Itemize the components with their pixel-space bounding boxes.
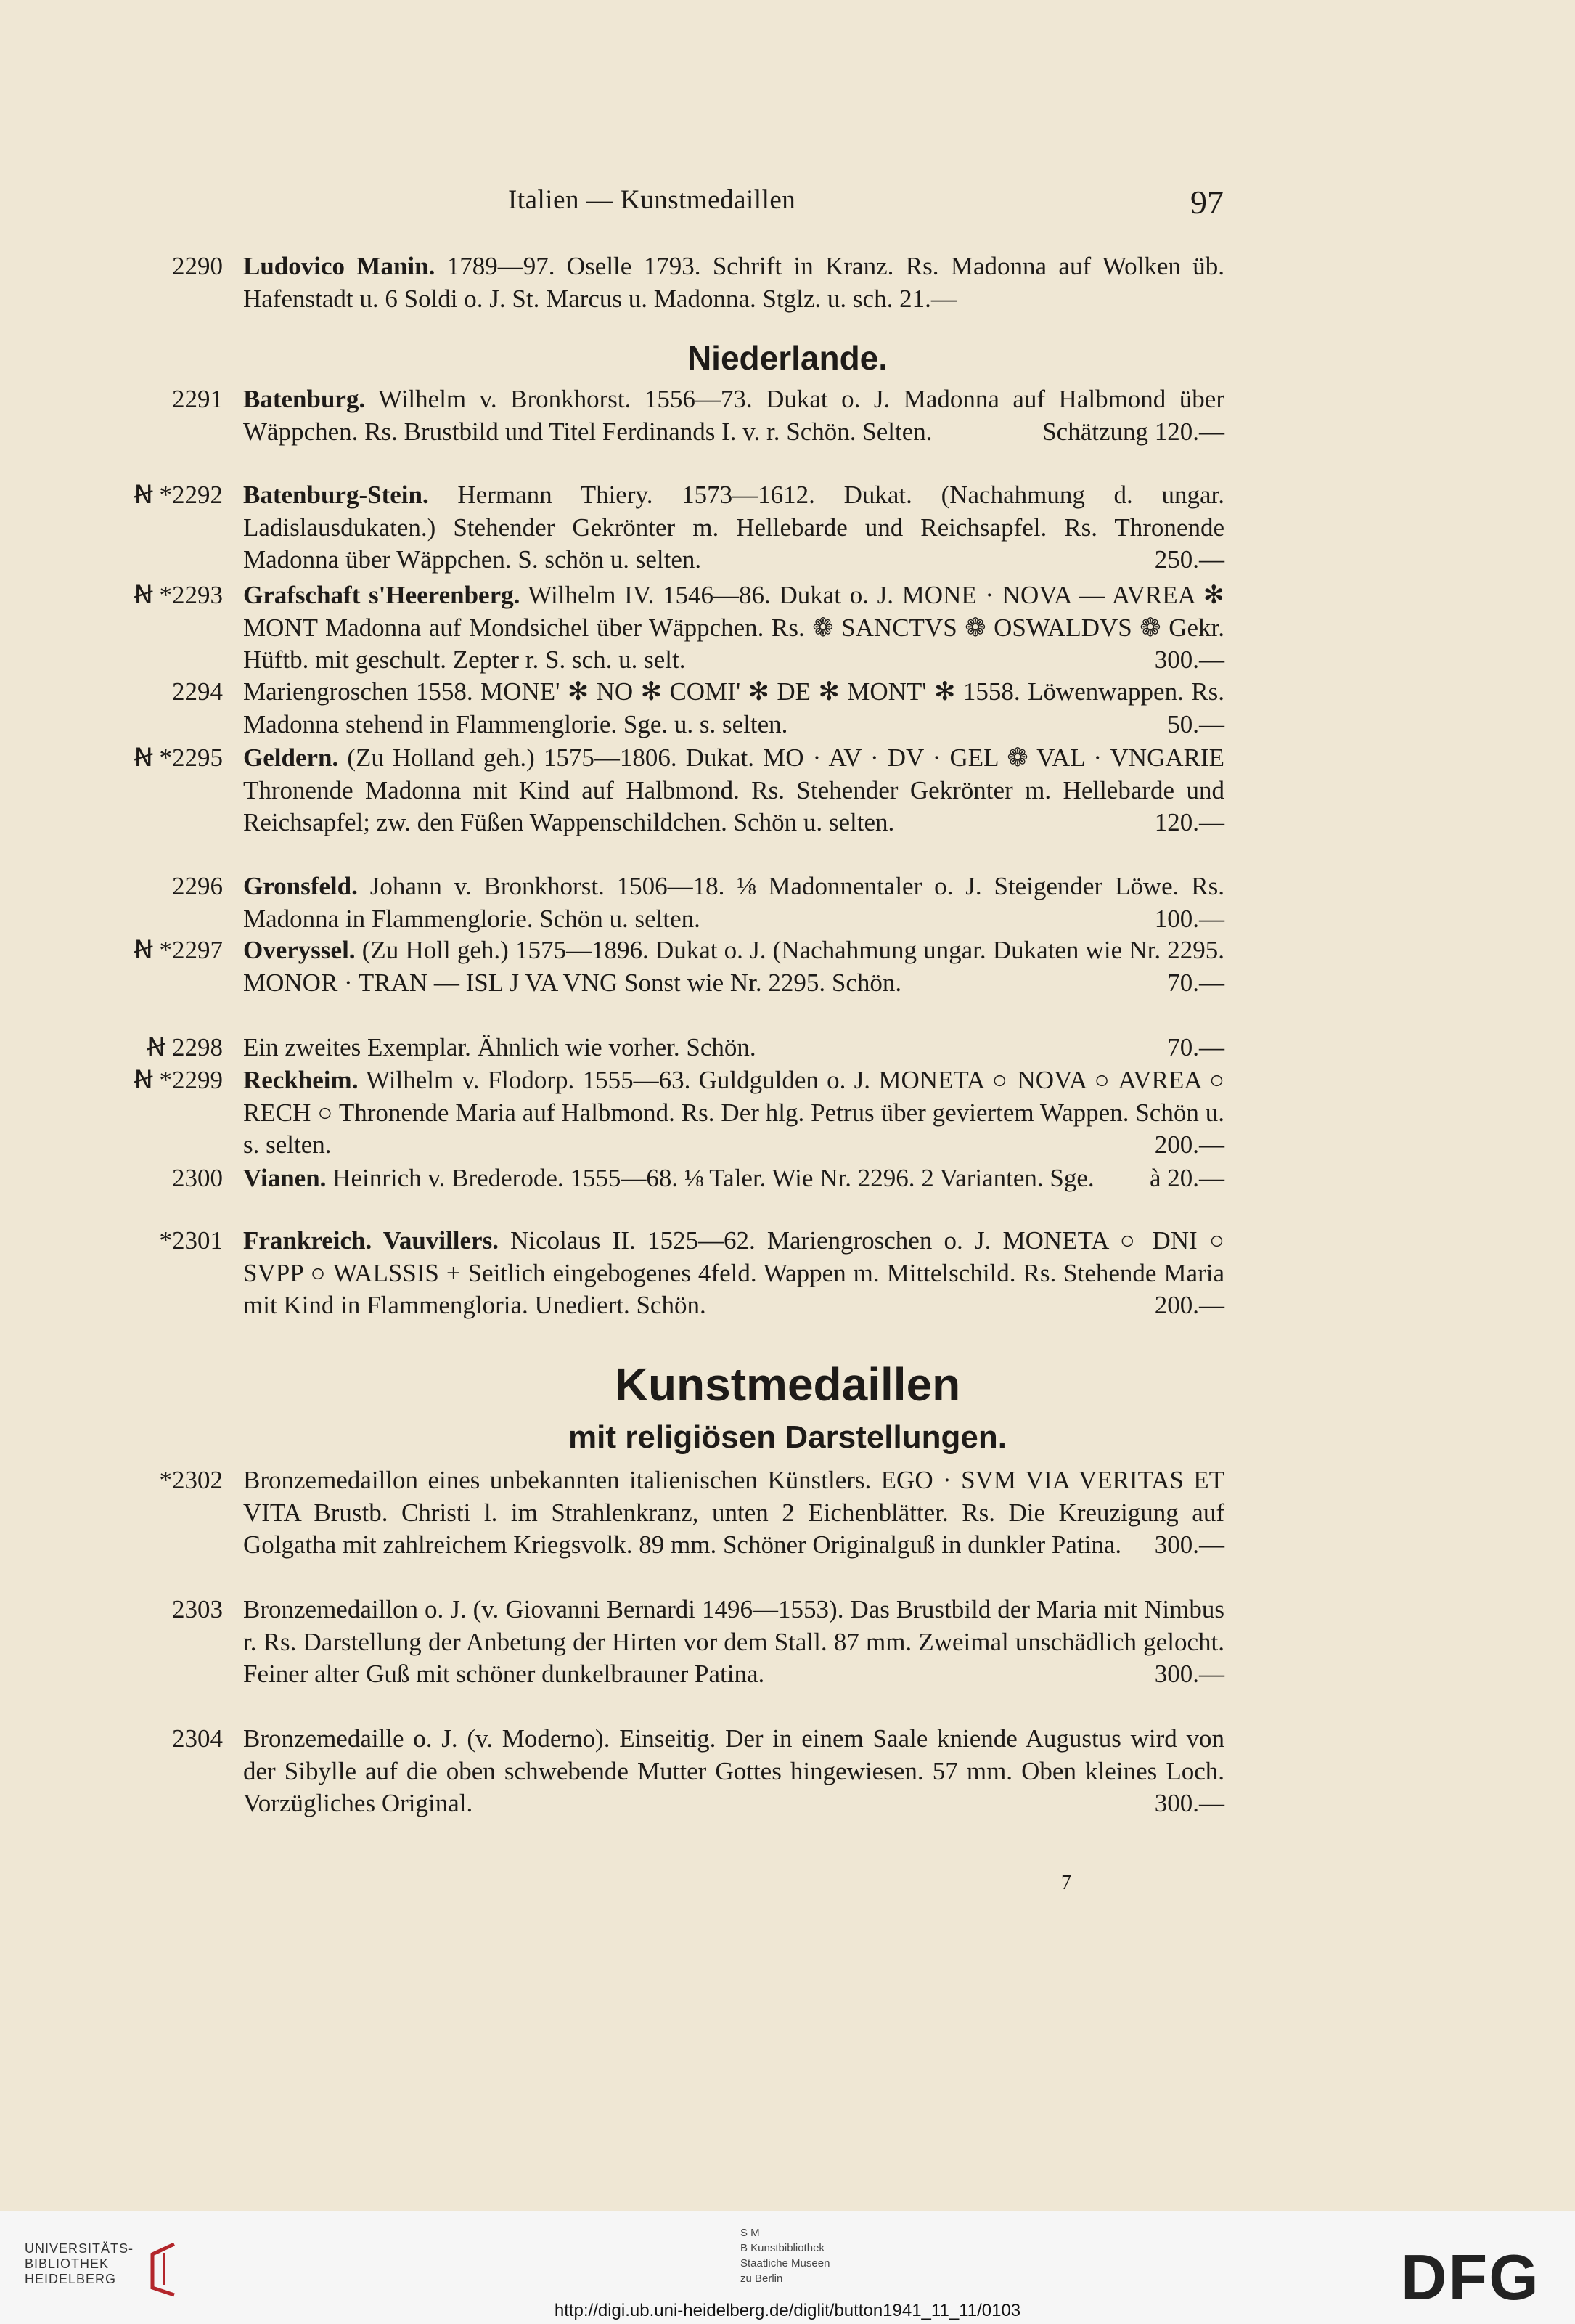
lot-number: Ꞥ *2297 [134, 936, 223, 964]
running-title: Italien — Kunstmedaillen [508, 185, 796, 215]
lot-heading: Vianen. [243, 1164, 327, 1192]
lot-price: 200.— [1154, 1130, 1224, 1159]
lot-description: Bronzemedaillon eines unbekannten italienischen Künstlers. EGO · SVM VIA VERITAS ET VITA Brustb. Christi l. im Strahlenkranz, unten 2 Eichenblätter. Rs. Die Kreuzigung auf Golgatha mit zahlreichem Kriegsvolk. 89 mm. Schöner Originalguß in dunkler Patina. [243, 1466, 1224, 1559]
lot-description: Nicolaus II. 1525—62. Mariengroschen o. J. MONETA ○ DNI ○ SVPP ○ WALSSIS + Seitlich eingebogenes 4feld. Wappen m. Mittelschild. Rs. Stehende Maria mit Kind in Flammengloria. Unediert. Schön. [243, 1226, 1224, 1319]
lot-number: 2304 [172, 1724, 223, 1753]
lot-description: Ein zweites Exemplar. Ähnlich wie vorher. Schön. [243, 1033, 756, 1061]
lot-price: Schätzung 120.— [1042, 417, 1224, 446]
lot-number: Ꞥ *2292 [134, 481, 223, 509]
lot-description: Heinrich v. Brederode. 1555—68. ⅛ Taler. Wie Nr. 2296. 2 Varianten. Sge. [332, 1164, 1095, 1192]
lot-description: Bronzemedaille o. J. (v. Moderno). Einseitig. Der in einem Saale kniende Augustus wird von der Sibylle auf die oben schwebende Mutter Gottes hingewiesen. 57 mm. Oben kleines Loch. Vorzügliches Original. [243, 1724, 1224, 1817]
section-heading-kunstmedaillen: Kunstmedaillen [614, 1358, 961, 1411]
lot-number: *2301 [159, 1226, 223, 1255]
library-logo-icon [142, 2240, 186, 2298]
lot-price: 300.— [1154, 1660, 1224, 1688]
lot-heading: Batenburg-Stein. [243, 481, 429, 509]
museum-stamp: S M B Kunstbibliothek Staatliche Museen zu Berlin [740, 2227, 830, 2285]
section-heading-niederlande: Niederlande. [687, 339, 888, 377]
lot-description: (Zu Holland geh.) 1575—1806. Dukat. MO · AV · DV · GEL ❁ VAL · VNGARIE Thronende Madonna mit Kind auf Halbmond. Rs. Stehender Gekrönter m. Hellebarde und Reichsapfel; zw. den Füßen Wappenschildchen. Schön u. selten. [243, 743, 1224, 836]
lot-number: 2303 [172, 1595, 223, 1623]
lot-price: 120.— [1154, 808, 1224, 836]
lot-price: 100.— [1154, 904, 1224, 933]
lot-heading: Reckheim. [243, 1066, 359, 1094]
lot-description: Wilhelm IV. 1546—86. Dukat o. J. MONE · NOVA — AVREA ✻ MONT Madonna auf Mondsichel über Wäppchen. Rs. ❁ SANCTVS ❁ OSWALDVS ❁ Gekr. Hüftb. mit geschult. Zepter r. S. sch. u. selt. [243, 581, 1224, 674]
lot-entry [147, 1032, 1224, 1064]
lot-entry [134, 742, 1224, 839]
lot-entry [168, 1162, 1224, 1195]
lot-number: Ꞥ *2293 [134, 581, 223, 609]
page-number: 97 [1190, 184, 1224, 221]
lot-heading: Batenburg. [243, 385, 366, 413]
lot-description: Mariengroschen 1558. MONE' ✻ NO ✻ COMI' ✻ DE ✻ MONT' ✻ 1558. Löwenwappen. Rs. Madonna stehend in Flammenglorie. Sge. u. s. selten. [243, 677, 1224, 738]
lot-entry [159, 1464, 1224, 1562]
lot-number: Ꞥ 2298 [147, 1033, 223, 1061]
lot-entry [168, 676, 1224, 741]
lot-entry [168, 250, 1224, 315]
lot-description: Johann v. Bronkhorst. 1506—18. ⅛ Madonnentaler o. J. Steigender Löwe. Rs. Madonna in Flammenglorie. Schön u. selten. [243, 872, 1224, 933]
digitization-footer [0, 2211, 1575, 2324]
lot-price: 250.— [1154, 545, 1224, 574]
lot-number: *2302 [159, 1466, 223, 1494]
lot-heading: Frankreich. Vauvillers. [243, 1226, 499, 1255]
lot-heading: Grafschaft s'Heerenberg. [243, 581, 520, 609]
lot-price: 200.— [1154, 1291, 1224, 1319]
lot-entry [168, 1723, 1224, 1820]
lot-number: 2290 [172, 252, 223, 280]
lot-description: Hermann Thiery. 1573—1612. Dukat. (Nachahmung d. ungar. Ladislausdukaten.) Stehender Gekrönter m. Hellebarde und Reichsapfel. Rs. Thronende Madonna über Wäppchen. S. schön u. selten. [243, 481, 1225, 574]
lot-entry [134, 579, 1224, 677]
section-subheading: mit religiösen Darstellungen. [568, 1419, 1007, 1455]
lot-number: 2296 [172, 872, 223, 900]
lot-description: (Zu Holl geh.) 1575—1896. Dukat o. J. (Nachahmung ungar. Dukaten wie Nr. 2295. MONOR · TRAN — ISL J VA VNG Sonst wie Nr. 2295. Schön. [243, 936, 1225, 997]
lot-heading: Overyssel. [243, 936, 356, 964]
dfg-logo: DFG [1401, 2241, 1540, 2313]
lot-number: 2291 [172, 385, 223, 413]
lot-number: 2294 [172, 677, 223, 706]
library-name: UNIVERSITÄTS- BIBLIOTHEK HEIDELBERG [25, 2241, 134, 2286]
lot-entry [159, 1225, 1224, 1322]
source-url-link[interactable]: http://digi.ub.uni-heidelberg.de/diglit/button1941_11_11/0103 [554, 2301, 1021, 2320]
lot-description: Bronzemedaillon o. J. (v. Giovanni Bernardi 1496—1553). Das Brustbild der Maria mit Nimbus r. Rs. Darstellung der Anbetung der Hirten vor dem Stall. 87 mm. Zweimal unschädlich gelocht. Feiner alter Guß mit schöner dunkelbrauner Patina. [243, 1595, 1224, 1688]
lot-entry [134, 1064, 1225, 1162]
lot-heading: Ludovico Manin. [243, 252, 435, 280]
lot-price: 70.— [1167, 968, 1224, 997]
sheet-number: 7 [1061, 1872, 1071, 1894]
lot-number: 2300 [172, 1164, 223, 1192]
lot-heading: Geldern. [243, 743, 339, 772]
lot-entry [134, 934, 1225, 999]
lot-entry [168, 1594, 1224, 1691]
lot-entry [134, 479, 1225, 576]
lot-price: à 20.— [1149, 1164, 1224, 1192]
lot-number: Ꞥ *2299 [134, 1066, 223, 1094]
lot-price: 50.— [1167, 709, 1224, 738]
lot-number: Ꞥ *2295 [134, 743, 223, 772]
lot-price: 300.— [1154, 1789, 1224, 1817]
lot-description: Wilhelm v. Bronkhorst. 1556—73. Dukat o. J. Madonna auf Halbmond über Wäppchen. Rs. Brustbild und Titel Ferdinands I. v. r. Schön. Selten. [243, 385, 1224, 446]
lot-price: 300.— [1154, 1530, 1224, 1559]
lot-price: 70.— [1167, 1033, 1224, 1061]
lot-heading: Gronsfeld. [243, 872, 358, 900]
lot-description: 1789—97. Oselle 1793. Schrift in Kranz. Rs. Madonna auf Wolken üb. Hafenstadt u. 6 Soldi o. J. St. Marcus u. Madonna. Stglz. u. sch. 21.— [243, 252, 1224, 313]
lot-description: Wilhelm v. Flodorp. 1555—63. Guldgulden o. J. MONETA ○ NOVA ○ AVREA ○ RECH ○ Thronende Maria auf Halbmond. Rs. Der hlg. Petrus über geviertem Wappen. Schön u. s. selten. [243, 1066, 1225, 1159]
lot-entry [168, 383, 1224, 448]
lot-entry [168, 871, 1224, 935]
lot-price: 300.— [1154, 645, 1224, 674]
